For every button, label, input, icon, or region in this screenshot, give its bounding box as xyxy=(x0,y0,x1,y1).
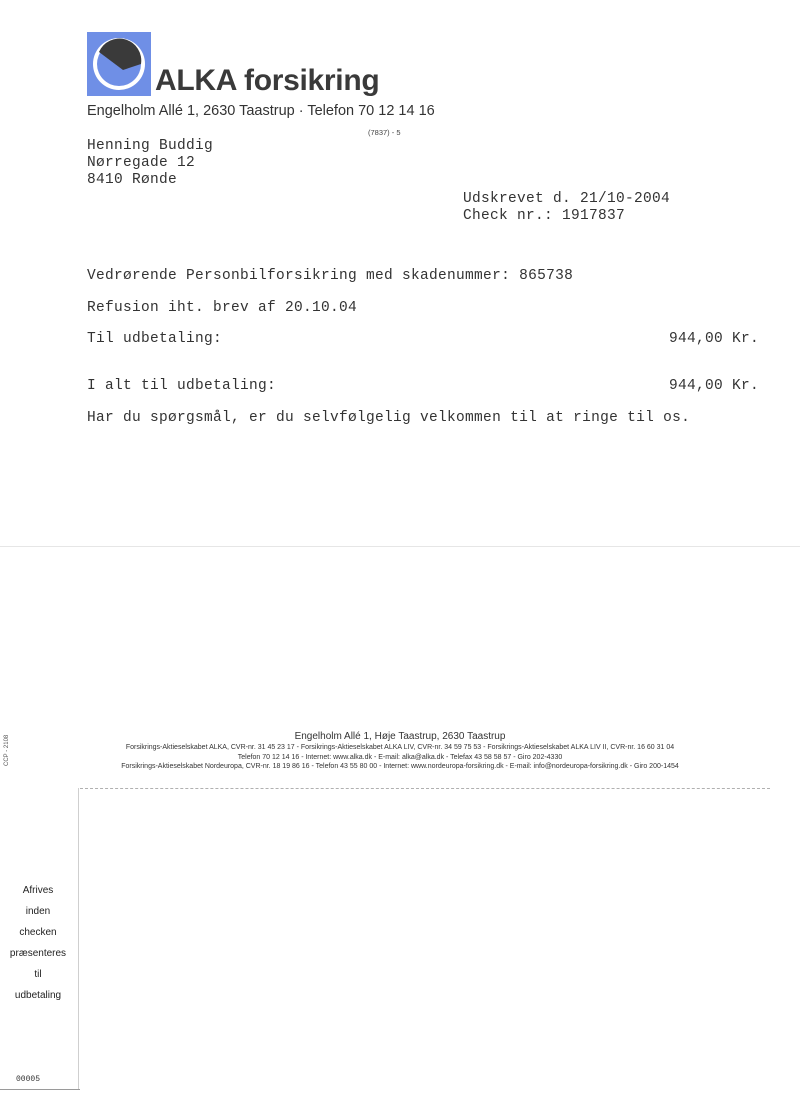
stub-line: inden xyxy=(25,906,51,917)
perforation-line xyxy=(80,788,770,790)
stub-line: præsenteres xyxy=(9,948,67,959)
stub-divider xyxy=(78,788,79,1090)
total-amount: 944,00 Kr. xyxy=(669,378,760,394)
recipient-street: Nørregade 12 xyxy=(87,155,196,171)
side-code: CCP - 2108 xyxy=(4,734,10,766)
brand-name: ALKA forsikring xyxy=(155,64,380,97)
footer-line-1: Forsikrings-Aktieselskabet ALKA, CVR-nr. 31 45 23 17 - Forsikrings-Aktieselskabet ALKA LIV, CVR-nr. 34 59 75 53 - Forsikrings-Aktieselskabet ALKA LIV II, CVR-nr. 16 60 31 04 xyxy=(125,744,675,751)
footer-line-2: Telefon 70 12 14 16 - Internet: www.alka.dk - E-mail: alka@alka.dk - Telefax 43 58 58 57 - Giro 202-4330 xyxy=(237,753,563,761)
stub-number: 00005 xyxy=(16,1075,41,1084)
stub-line: udbetaling xyxy=(14,990,62,1001)
closing-line: Har du spørgsmål, er du selvfølgelig velkommen til at ringe til os. xyxy=(87,410,691,426)
stub-line: checken xyxy=(19,927,57,938)
footer-line-3: Forsikrings-Aktieselskabet Nordeuropa, CVR-nr. 18 19 86 16 - Telefon 43 55 80 00 - Internet: www.nordeuropa-forsikring.dk - E-mail: info@nordeuropa-forsikring.dk - Giro 200-1454 xyxy=(121,763,679,770)
stub-instructions xyxy=(0,880,76,1006)
alka-logo-icon xyxy=(87,32,151,96)
issued-date: Udskrevet d. 21/10-2004 xyxy=(463,191,671,207)
brand-address: Engelholm Allé 1, 2630 Taastrup · Telefon 70 12 14 16 xyxy=(87,103,435,119)
stub-bottom-line xyxy=(0,1089,80,1090)
fold-line xyxy=(0,546,800,547)
total-label: I alt til udbetaling: xyxy=(87,378,277,394)
subject-line: Vedrørende Personbilforsikring med skadenummer: 865738 xyxy=(87,268,574,284)
recipient-name: Henning Buddig xyxy=(87,138,214,154)
footer xyxy=(0,731,800,772)
stub-line: Afrives xyxy=(22,885,54,896)
footer-address: Engelholm Allé 1, Høje Taastrup, 2630 Taastrup xyxy=(294,731,506,742)
recipient-city: 8410 Rønde xyxy=(87,172,178,188)
check-number: Check nr.: 1917837 xyxy=(463,208,626,224)
refusion-line: Refusion iht. brev af 20.10.04 xyxy=(87,300,358,316)
payout-label: Til udbetaling: xyxy=(87,331,223,347)
reference-code: (7837) - 5 xyxy=(368,128,401,137)
stub-line: til xyxy=(34,969,42,980)
payout-amount: 944,00 Kr. xyxy=(669,331,760,347)
